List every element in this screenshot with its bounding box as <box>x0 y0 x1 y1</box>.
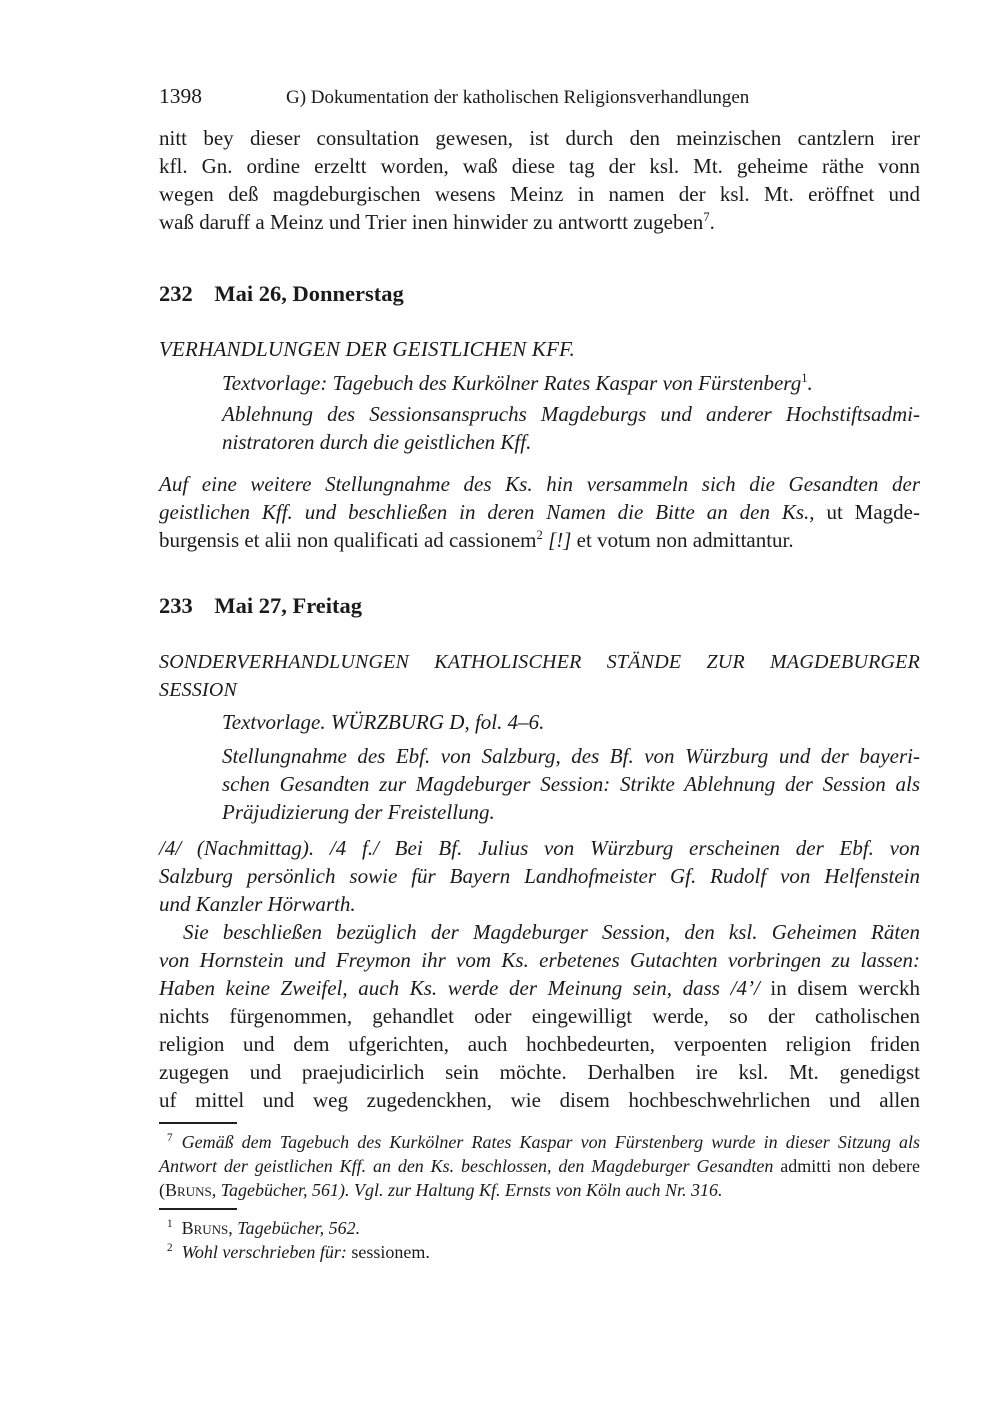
text-line: uf mittel und weg zugedenckhen, wie disem hochbeschwehrlichen und allen <box>159 1088 920 1112</box>
text-line: (Bruns, Tagebücher, 561). Vgl. zur Haltung Kf. Ernsts von Köln auch Nr. 316. <box>159 1180 723 1200</box>
entry-233-paragraph-decision <box>159 918 920 1114</box>
text-line: Antwort der geistlichen Kff. an den Ks. beschlossen, den Magdeburger Gesandten admitti non debere <box>159 1156 920 1176</box>
footnote-separator <box>159 1208 237 1210</box>
footnote-1 <box>159 1216 920 1240</box>
entry-233-heading <box>159 592 920 620</box>
page-number: 1398 <box>159 84 202 108</box>
page-content <box>159 0 920 1264</box>
text-line: nistratoren durch die geistlichen Kff. <box>222 430 532 454</box>
text-line: waß daruff a Meinz und Trier inen hinwider zu antwortt zugeben$^7$. <box>159 210 715 234</box>
entry-233-source-note <box>222 708 920 736</box>
text-line: Präjudizierung der Freistellung. <box>222 800 495 824</box>
entry-232-heading <box>159 280 920 308</box>
text-line: Sie beschließen bezüglich der Magdeburger Session, den ksl. Geheimen Räten <box>183 920 920 944</box>
text-line: $^7$ Gemäß dem Tagebuch des Kurkölner Rates Kaspar von Fürstenberg wurde in dieser Sitzung als <box>167 1132 920 1152</box>
entry-232-source-note <box>222 369 920 397</box>
entry-233-summary <box>222 742 920 826</box>
text-line: nichts fürgenommen, gehandlet oder eingewilligt werde, so der catholischen <box>159 1004 920 1028</box>
text-line: religion und dem ufgerichten, auch hochbedeurten, verpoenten religion friden <box>159 1032 920 1056</box>
text-line: und Kanzler Hörwarth. <box>159 892 356 916</box>
entry-233-number: 233 <box>159 593 193 618</box>
text-line: wegen deß magdeburgischen wesens Meinz in namen der ksl. Mt. eröffnet und <box>159 182 920 206</box>
entry-232-subject-heading <box>159 335 920 363</box>
entry-232-date: Mai 26, Donnerstag <box>214 281 404 306</box>
text-line: geistlichen Kff. und beschließen in deren Namen die Bitte an den Ks., ut Magde- <box>159 500 920 524</box>
text-line: burgensis et alii non qualificati ad cassionem$^2$ [!] et votum non admittantur. <box>159 528 794 552</box>
text-line: VERHANDLUNGEN DER GEISTLICHEN KFF. <box>159 337 575 361</box>
text-line: Salzburg persönlich sowie für Bayern Landhofmeister Gf. Rudolf von Helfenstein <box>159 864 920 888</box>
running-title: G) Dokumentation der katholischen Religionsverhandlungen <box>286 87 750 108</box>
text-line: Haben keine Zweifel, auch Ks. werde der Meinung sein, dass /4’/ in disem werckh <box>159 976 920 1000</box>
text-line: nitt bey dieser consultation gewesen, ist durch den meinzischen cantzlern irer <box>159 126 920 150</box>
footnote-7 <box>159 1130 920 1202</box>
text-line: /4/ (Nachmittag). /4 f./ Bei Bf. Julius von Würzburg erscheinen der Ebf. von <box>159 836 920 860</box>
text-line: Auf eine weitere Stellungnahme des Ks. hin versammeln sich die Gesandten der <box>159 472 920 496</box>
entry-232-number: 232 <box>159 281 193 306</box>
text-line: $^1$ Bruns, Tagebücher, 562. <box>167 1218 361 1238</box>
text-line: schen Gesandten zur Magdeburger Session: Strikte Ablehnung der Session als <box>222 772 920 796</box>
text-line: kfl. Gn. ordine erzeltt worden, waß diese tag der ksl. Mt. geheime räthe vonn <box>159 154 920 178</box>
text-line: SESSION <box>159 679 238 701</box>
intro-paragraph <box>159 124 920 236</box>
text-line: Stellungnahme des Ebf. von Salzburg, des Bf. von Würzburg und der bayeri- <box>222 744 920 768</box>
text-line: Ablehnung des Sessionsanspruchs Magdeburgs und anderer Hochstiftsadmi- <box>222 402 920 426</box>
footnote-2 <box>159 1240 920 1264</box>
text-line: Textvorlage. WÜRZBURG D, fol. 4–6. <box>222 710 545 734</box>
entry-233-date: Mai 27, Freitag <box>214 593 363 618</box>
text-line: zugegen und praejudicirlich sein möchte. Derhalben ire ksl. Mt. genedigst <box>159 1060 920 1084</box>
entry-232-regest <box>159 470 920 554</box>
text-line: $^2$ Wohl verschrieben für: sessionem. <box>167 1242 430 1262</box>
text-line: Textvorlage: Tagebuch des Kurkölner Rates Kaspar von Fürstenberg$^1$. <box>222 371 813 395</box>
entry-233-subject-heading <box>159 648 920 704</box>
text-line: von Hornstein und Freymon ihr vom Ks. erbetenes Gutachten vorbringen zu lassen: <box>159 948 920 972</box>
entry-233-paragraph-afternoon <box>159 834 920 918</box>
footnote-separator <box>159 1122 237 1124</box>
text-line: SONDERVERHANDLUNGEN KATHOLISCHER STÄNDE ZUR MAGDEBURGER <box>159 651 920 673</box>
entry-232-summary <box>222 400 920 456</box>
running-header <box>159 82 920 112</box>
